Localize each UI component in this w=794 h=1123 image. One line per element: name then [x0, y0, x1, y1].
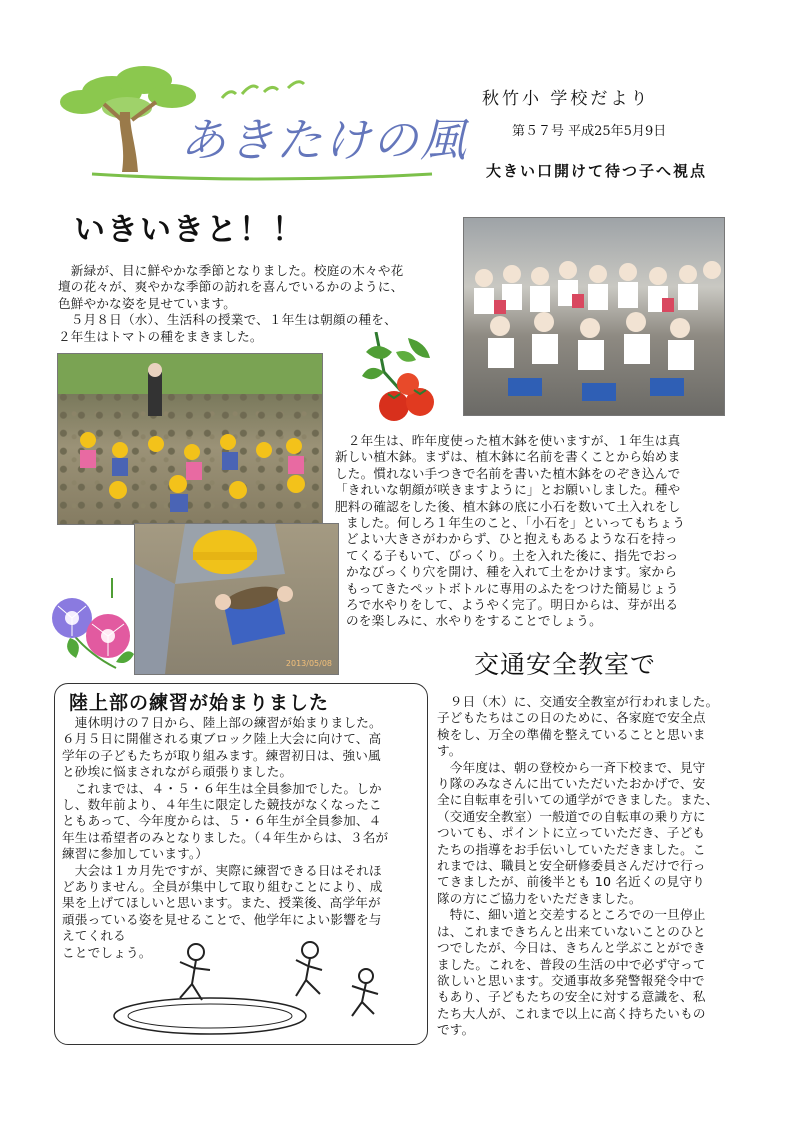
- text-line: たち大人が、これまで以上に高く持ちたいもの: [437, 1005, 706, 1021]
- text-line: 今年度は、朝の登校から一斉下校まで、見守: [437, 759, 706, 775]
- text-line: ました。これを、普段の生活の中で必ず守って: [437, 956, 706, 972]
- text-line: す。: [437, 743, 462, 759]
- text-line: ５月８日（水）、生活科の授業で、１年生は朝顔の種を、: [58, 312, 397, 328]
- text-line: 全に自転車を引いての通学ができました。また、: [437, 792, 719, 808]
- text-line: 新緑が、目に鮮やかな季節となりました。校庭の木々や花: [58, 263, 404, 278]
- text-line: ついても、ポイントに立っていただき、子ども: [437, 825, 706, 841]
- students-planting-icon: [58, 354, 322, 524]
- child-with-pot-icon: [135, 524, 338, 674]
- school-name: 秋竹小 学校だより: [482, 89, 651, 109]
- text-line: し、数年前より、４年生に限定した競技がなくなったこ: [62, 797, 382, 813]
- text-line: 隊の方にご協力をいただきました。: [437, 890, 642, 906]
- text-line: ろで水やりをして、ようやく完了。明日からは、芽が出る: [346, 597, 679, 613]
- text-line: ９日（木）に、交通安全教室が行われました。: [437, 694, 719, 709]
- text-line: と砂埃に悩まされながら頑張りました。: [62, 764, 293, 780]
- text-line: り隊のみなさんに出ていただいたおかげで、安: [437, 776, 706, 792]
- children-photo-icon: [464, 218, 724, 415]
- text-line: 肥料の確認をした後、植木鉢の底に小石を数いて土入れをし: [335, 498, 681, 514]
- school-logo: [52, 62, 468, 187]
- text-line: てくる子もいて、びっくり。土を入れた後に、指先でおっ: [346, 547, 679, 563]
- text-line: どよい大きさがわからず、ひと抱えもあるような石を持っ: [346, 531, 678, 547]
- text-line: えてくれる: [62, 928, 126, 944]
- text-line: 連休明けの７日から、陸上部の練習が始まりました。: [62, 715, 382, 730]
- text-line: 練習に参加しています。）: [62, 846, 209, 862]
- school-motto: 大きい口開けて待つ子へ視点: [486, 162, 708, 180]
- text-line: 特に、細い道と交差するところでの一旦停止: [437, 907, 706, 923]
- text-line: てきましたが、前後半とも 10 名近くの見守り: [437, 874, 705, 890]
- runners-icon: [110, 938, 420, 1038]
- text-line: ２年生は、昨年度使った植木鉢を使いますが、１年生は真: [335, 433, 681, 448]
- text-line: は、これまできちんと出来ていないことのひと: [437, 923, 706, 939]
- tomato-icon: [356, 332, 446, 424]
- text-line: これまでは、４・５・６年生は全員参加でした。しか: [62, 780, 382, 796]
- text-line: 年生は希望者のみとなりました。（４年生からは、３名が: [62, 829, 389, 845]
- traffic-paragraph: [437, 694, 718, 1039]
- text-line: した。慣れない手つきで名前を書いた植木鉢をのぞき込んで: [335, 465, 681, 481]
- text-line: 検をし、万全の準備を整えていることと思いま: [437, 726, 706, 742]
- text-line: かなびっくり穴を開け、種を入れて土をかけます。家から: [346, 564, 678, 580]
- text-line: たちの指導をお手伝いしていただきました。こ: [437, 841, 706, 857]
- track-club-title: 陸上部の練習が始まりました: [69, 692, 330, 714]
- text-line: 新しい植木鉢。まずは、植木鉢に名前を書くことから始めま: [335, 449, 681, 465]
- text-line: ことでしょう。: [62, 944, 152, 960]
- text-line: 果を上げてほしいと思います。また、授業後、高学年が: [62, 895, 381, 911]
- text-line: ２年生はトマトの種をまきました。: [58, 328, 263, 344]
- intro-paragraph: [58, 263, 403, 345]
- text-line: ともあって、今年度からは、５・６年生が全員参加、４: [62, 813, 382, 829]
- running-track-illustration: [110, 938, 420, 1038]
- section-title-ikiiki: いきいきと！！: [74, 212, 305, 248]
- text-line: 壇の花々が、爽やかな季節の訪れを喜んでいるかのように、: [58, 279, 404, 295]
- text-line: （交通安全教室）一般道での自転車の乗り方に: [437, 808, 706, 824]
- text-line: 学年の子どもたちが取り組みます。練習初日は、強い風: [62, 747, 381, 763]
- tomato-illustration: [356, 332, 446, 424]
- text-line: もあり、子どもたちの安全に対する意識を、私: [437, 989, 706, 1005]
- text-line: のを楽しみに、水やりをすることでしょう。: [346, 613, 602, 629]
- text-line: ました。何しろ１年生のこと、「小石を」といってもちょう: [346, 515, 686, 530]
- morning-glory-illustration: [46, 578, 134, 674]
- text-line: 大会は１カ月先ですが、実際に練習できる日はそれほ: [62, 862, 382, 878]
- text-line: です。: [437, 1022, 475, 1038]
- photo-class-group: [463, 217, 725, 416]
- text-line: もってきたペットボトルに専用のふたをつけた簡易じょう: [346, 580, 679, 596]
- text-line: 頑張っている姿を見せることで、他学年によい影響を与: [62, 911, 382, 927]
- text-line: 子どもたちはこの日のために、各家庭で安全点: [437, 710, 706, 726]
- photo-planting-closeup: [134, 523, 339, 675]
- text-line: つでしたが、今日は、きちんと学ぶことができ: [437, 940, 706, 956]
- text-line: どありません。全員が集中して取り組むことにより、成: [62, 879, 383, 895]
- text-line: 欲しいと思います。交通事故多発警報発令中で: [437, 972, 705, 988]
- logo-text: あきたけの風: [180, 113, 468, 167]
- text-line: ６月５日に開催される東ブロック陸上大会に向けて、高: [62, 731, 382, 747]
- planting-paragraph-cont: [346, 515, 685, 630]
- planting-paragraph: [335, 433, 680, 515]
- issue-info: 第５７号 平成25年5月9日: [512, 124, 667, 139]
- photo-planting-wide: [57, 353, 323, 525]
- section-title-traffic: 交通安全教室で: [474, 650, 657, 679]
- morning-glory-icon: [46, 578, 134, 674]
- text-line: れまでは、職員と安全研修委員さんだけで行っ: [437, 858, 706, 874]
- track-club-paragraph: [62, 715, 388, 961]
- text-line: 「きれいな朝顔が咲きますように」とお願いしました。種や: [335, 482, 681, 498]
- text-line: 色鮮やかな姿を見せています。: [58, 295, 237, 311]
- photo-timestamp: 2013/05/08: [285, 659, 332, 668]
